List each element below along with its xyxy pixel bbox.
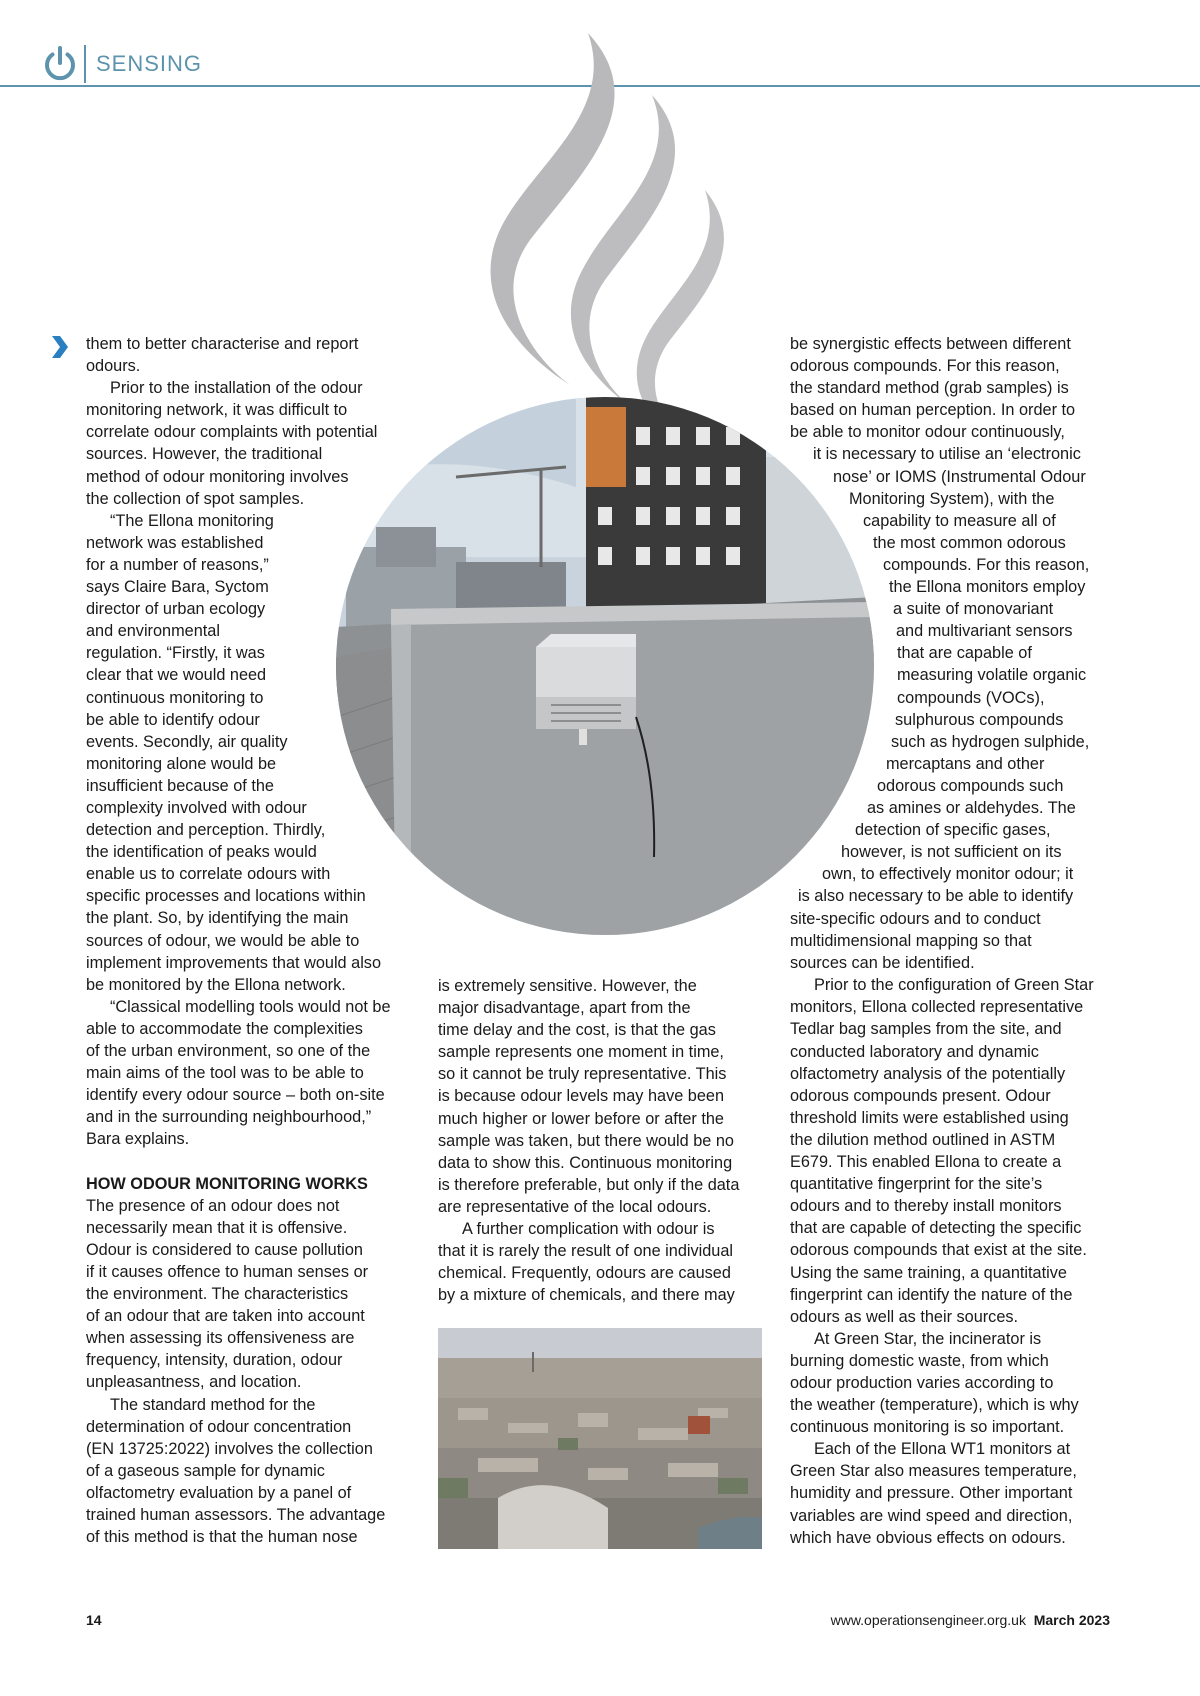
text-line: burning domestic waste, from which: [790, 1351, 1049, 1370]
text-line: the dilution method outlined in ASTM: [790, 1130, 1056, 1149]
text-line: chemical. Frequently, odours are caused: [438, 1264, 731, 1283]
text-line: based on human perception. In order to: [790, 401, 1076, 420]
text-line: threshold limits were established using: [790, 1108, 1069, 1127]
text-line: E679. This enabled Ellona to create a: [790, 1153, 1062, 1172]
text-line: insufficient because of the: [86, 776, 274, 795]
text-line: events. Secondly, air quality: [86, 732, 288, 751]
text-line: Using the same training, a quantitative: [790, 1263, 1067, 1282]
text-line: Bara explains.: [86, 1130, 190, 1149]
text-line: for a number of reasons,”: [86, 555, 269, 574]
text-line: continuous monitoring to: [86, 688, 264, 707]
text-line: enable us to correlate odours with: [86, 865, 331, 884]
text-line: quantitative fingerprint for the site’s: [790, 1175, 1043, 1194]
text-line: as amines or aldehydes. The: [867, 798, 1076, 817]
text-line: odorous compounds that exist at the site.: [790, 1241, 1087, 1260]
website-url: www.operationsengineer.org.uk: [830, 1612, 1026, 1628]
text-line: Tedlar bag samples from the site, and: [790, 1020, 1062, 1039]
text-line: fingerprint can identify the nature of the: [790, 1285, 1073, 1304]
text-line: implement improvements that would also: [86, 953, 382, 972]
text-line: sources of odour, we would be able to: [86, 931, 360, 950]
text-line: Prior to the configuration of Green Star: [814, 976, 1094, 995]
text-line: be monitored by the Ellona network.: [86, 975, 346, 994]
text-line: variables are wind speed and direction,: [790, 1506, 1073, 1525]
text-line: monitors, Ellona collected representative: [790, 998, 1084, 1017]
text-line: compounds. For this reason,: [883, 555, 1090, 574]
text-line: “The Ellona monitoring: [110, 511, 274, 530]
text-line: by a mixture of chemicals, and there may: [438, 1286, 735, 1305]
text-line: the Ellona monitors employ: [889, 578, 1086, 597]
text-line: humidity and pressure. Other important: [790, 1484, 1073, 1503]
text-line: mercaptans and other: [886, 754, 1045, 773]
text-line: the weather (temperature), which is why: [790, 1396, 1079, 1415]
text-line: them to better characterise and report: [86, 335, 359, 353]
text-line: compounds (VOCs),: [897, 688, 1045, 707]
text-line: says Claire Bara, Syctom: [86, 578, 269, 597]
text-line: is therefore preferable, but only if the data: [438, 1175, 740, 1194]
text-line: network was established: [86, 533, 264, 552]
text-line: Green Star also measures temperature,: [790, 1462, 1077, 1481]
text-line: is because odour levels may have been: [438, 1087, 725, 1106]
header-separator: [84, 45, 86, 83]
text-line: nose’ or IOMS (Instrumental Odour: [833, 467, 1086, 486]
power-icon: [40, 44, 80, 84]
text-line: own, to effectively monitor odour; it: [822, 865, 1074, 884]
text-line: it is necessary to utilise an ‘electronic: [813, 445, 1081, 464]
text-line: Monitoring System), with the: [849, 489, 1055, 508]
text-line: such as hydrogen sulphide,: [891, 732, 1090, 751]
text-line: odour production varies according to: [790, 1373, 1054, 1392]
text-line: sulphurous compounds: [895, 710, 1064, 729]
text-line: the environment. The characteristics: [86, 1285, 349, 1304]
text-line: identify every odour source – both on-site: [86, 1086, 385, 1105]
text-line: however, is not sufficient on its: [841, 843, 1062, 862]
text-line: monitoring network, it was difficult to: [86, 401, 348, 420]
text-line: capability to measure all of: [863, 511, 1056, 530]
text-line: A further complication with odour is: [462, 1220, 715, 1239]
text-line: olfactometry analysis of the potentially: [790, 1064, 1066, 1083]
text-line: the collection of spot samples.: [86, 489, 305, 508]
text-line: odorous compounds present. Odour: [790, 1086, 1051, 1105]
text-line: regulation. “Firstly, it was: [86, 644, 265, 663]
text-line: of the urban environment, so one of the: [86, 1042, 371, 1060]
text-line: complexity involved with odour: [86, 798, 307, 817]
smoke-swirl-graphic: [420, 25, 780, 455]
text-line: much higher or lower before or after the: [438, 1109, 724, 1128]
text-line: frequency, intensity, duration, odour: [86, 1351, 343, 1370]
text-line: specific processes and locations within: [86, 887, 366, 906]
text-line: odours.: [86, 357, 141, 376]
text-line: detection and perception. Thirdly,: [86, 821, 326, 840]
text-line: able to accommodate the complexities: [86, 1019, 363, 1038]
text-line: sources. However, the traditional: [86, 445, 323, 464]
text-line: trained human assessors. The advantage: [86, 1505, 386, 1524]
text-line: sources can be identified.: [790, 954, 975, 973]
text-line: Each of the Ellona WT1 monitors at: [814, 1440, 1071, 1459]
text-line: the plant. So, by identifying the main: [86, 909, 349, 928]
text-line: be able to monitor odour continuously,: [790, 423, 1065, 442]
section-heading: HOW ODOUR MONITORING WORKS: [86, 1174, 368, 1193]
article-column-1: [86, 333, 391, 1548]
footer-info: [831, 1612, 1110, 1628]
text-line: and in the surrounding neighbourhood,”: [86, 1108, 372, 1127]
text-line: that are capable of detecting the specific: [790, 1219, 1082, 1238]
text-line: be able to identify odour: [86, 710, 260, 729]
text-line: odours and to thereby install monitors: [790, 1197, 1062, 1216]
text-line: At Green Star, the incinerator is: [814, 1329, 1042, 1348]
text-line: are representative of the local odours.: [438, 1197, 712, 1216]
text-line: sample represents one moment in time,: [438, 1043, 724, 1062]
text-line: be synergistic effects between different: [790, 335, 1071, 353]
text-line: method of odour monitoring involves: [86, 467, 349, 486]
text-line: conducted laboratory and dynamic: [790, 1042, 1039, 1061]
text-line: detection of specific gases,: [855, 821, 1051, 840]
text-line: so it cannot be truly representative. This: [438, 1065, 727, 1084]
text-line: [86, 1150, 391, 1172]
text-line: continuous monitoring is so important.: [790, 1418, 1065, 1437]
article-column-2: [438, 975, 739, 1306]
text-line: odorous compounds. For this reason,: [790, 357, 1060, 376]
text-line: which have obvious effects on odours.: [790, 1528, 1066, 1547]
text-line: the identification of peaks would: [86, 843, 317, 862]
text-line: unpleasantness, and location.: [86, 1373, 302, 1392]
text-line: and multivariant sensors: [896, 622, 1073, 641]
text-line: is extremely sensitive. However, the: [438, 977, 697, 995]
text-line: The presence of an odour does not: [86, 1196, 340, 1215]
article-column-3: [790, 908, 1094, 1549]
text-line: (EN 13725:2022) involves the collection: [86, 1439, 373, 1458]
text-line: determination of odour concentration: [86, 1417, 352, 1436]
text-line: if it causes offence to human senses or: [86, 1262, 369, 1281]
text-line: that are capable of: [897, 644, 1032, 663]
aerial-city-photo: [438, 1328, 762, 1549]
text-line: of this method is that the human nose: [86, 1528, 358, 1547]
text-line: olfactometry evaluation by a panel of: [86, 1483, 352, 1502]
text-line: measuring volatile organic: [897, 666, 1087, 685]
text-line: odours as well as their sources.: [790, 1307, 1019, 1326]
text-line: site-specific odours and to conduct: [790, 910, 1041, 928]
text-line: Prior to the installation of the odour: [110, 379, 363, 398]
text-line: the most common odorous: [873, 533, 1066, 552]
text-line: monitoring alone would be: [86, 754, 277, 773]
text-line: clear that we would need: [86, 666, 267, 685]
section-label: SENSING: [96, 51, 203, 76]
text-line: multidimensional mapping so that: [790, 932, 1032, 951]
text-line: data to show this. Continuous monitoring: [438, 1153, 733, 1172]
text-line: and environmental: [86, 622, 220, 641]
issue-date: March 2023: [1033, 1612, 1110, 1628]
chevron-right-icon: [48, 334, 70, 360]
text-line: “Classical modelling tools would not be: [110, 997, 391, 1016]
text-line: is also necessary to be able to identify: [798, 887, 1074, 906]
text-line: of an odour that are taken into account: [86, 1307, 365, 1326]
text-line: main aims of the tool was to be able to: [86, 1064, 364, 1083]
text-line: a suite of monovariant: [893, 600, 1054, 619]
text-line: major disadvantage, apart from the: [438, 999, 691, 1018]
text-line: The standard method for the: [110, 1395, 316, 1414]
article-column-3-wrapped: [790, 333, 1089, 907]
text-line: Odour is considered to cause pollution: [86, 1240, 363, 1259]
text-line: odorous compounds such: [877, 776, 1064, 795]
text-line: correlate odour complaints with potential: [86, 423, 378, 442]
page-number: 14: [86, 1612, 102, 1628]
text-line: of a gaseous sample for dynamic: [86, 1461, 325, 1480]
text-line: that it is rarely the result of one individual: [438, 1242, 734, 1261]
text-line: when assessing its offensiveness are: [86, 1329, 355, 1348]
text-line: necessarily mean that it is offensive.: [86, 1218, 348, 1237]
text-line: time delay and the cost, is that the gas: [438, 1021, 716, 1040]
text-line: director of urban ecology: [86, 600, 266, 619]
text-line: the standard method (grab samples) is: [790, 379, 1069, 398]
text-line: sample was taken, but there would be no: [438, 1131, 734, 1150]
